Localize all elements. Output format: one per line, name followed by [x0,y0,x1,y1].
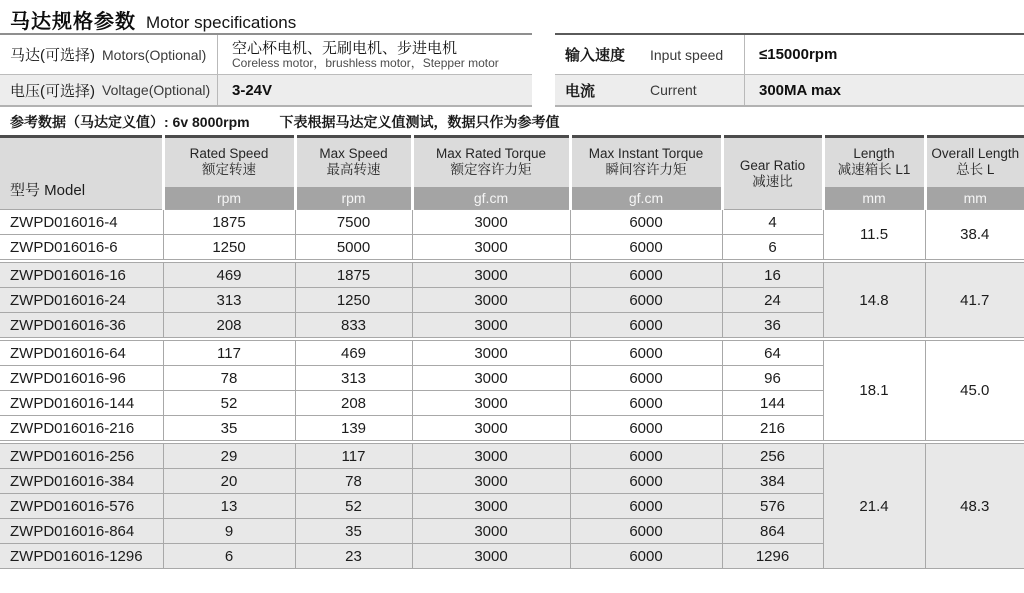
max-speed-cell: 5000 [295,235,412,260]
voltage-value: 3-24V [232,81,273,99]
overall-length-cell: 38.4 [925,210,1024,260]
rated-speed-unit: rpm [163,187,295,210]
max-speed-cell: 52 [295,494,412,519]
max-speed-cell: 208 [295,391,412,416]
current-label-en: Current [650,82,697,98]
max-speed-cell: 1875 [295,263,412,288]
max-speed-cell: 7500 [295,210,412,235]
max-speed-header-zh: 最高转速 [326,162,381,178]
reference-note [10,112,560,132]
input-speed-label [555,35,745,74]
max-rated-torque-cell: 3000 [412,341,570,366]
gear-ratio-cell: 144 [722,391,823,416]
max-rated-torque-cell: 3000 [412,235,570,260]
current-row [555,74,1024,105]
gear-ratio-cell: 1296 [722,544,823,569]
model-cell: ZWPD016016-576 [0,494,163,519]
rated-speed-cell: 208 [163,313,295,338]
model-cell: ZWPD016016-24 [0,288,163,313]
max-rated-torque-cell: 3000 [412,469,570,494]
rated-speed-cell: 9 [163,519,295,544]
gear-ratio-cell: 24 [722,288,823,313]
rated-speed-cell: 6 [163,544,295,569]
max-instant-torque-unit: gf.cm [570,187,722,210]
page-title [10,5,296,34]
max-instant-torque-cell: 6000 [570,341,722,366]
input-speed-value-cell [745,35,837,74]
model-cell: ZWPD016016-384 [0,469,163,494]
max-instant-torque-cell: 6000 [570,391,722,416]
rated-speed-header-en: Rated Speed [189,146,269,162]
motors-optional-row [0,35,532,74]
max-rated-torque-cell: 3000 [412,391,570,416]
gear-ratio-header-zh: 减速比 [752,173,793,189]
max-instant-torque-cell: 6000 [570,263,722,288]
length-cell: 18.1 [823,341,925,441]
max-rated-torque-header [412,137,570,187]
model-cell: ZWPD016016-144 [0,391,163,416]
rated-speed-header [163,137,295,187]
reference-note-condition: 参考数据（马达定义值）: 6v 8000rpm [10,114,250,130]
model-cell: ZWPD016016-216 [0,416,163,441]
motors-optional-label [0,35,218,74]
gear-ratio-header-en: Gear Ratio [739,157,806,173]
page-title-zh: 马达规格参数 [10,11,136,33]
overall-length-header [925,137,1024,187]
table-row [0,341,1024,366]
gear-ratio-cell: 256 [722,444,823,469]
max-speed-header-en: Max Speed [319,146,388,162]
voltage-optional-label-zh: 电压(可选择) [10,82,95,100]
rated-speed-cell: 20 [163,469,295,494]
current-value: 300MA max [759,81,841,99]
max-speed-cell: 78 [295,469,412,494]
rated-speed-cell: 78 [163,366,295,391]
max-speed-cell: 117 [295,444,412,469]
max-rated-torque-header-zh: 额定容许力矩 [450,162,532,178]
rated-speed-header-zh: 额定转速 [202,162,256,178]
voltage-optional-label-en: Voltage(Optional) [102,82,211,98]
overall-length-header-en: Overall Length [931,146,1020,162]
rated-speed-cell: 469 [163,263,295,288]
length-unit: mm [823,187,925,210]
max-rated-torque-cell: 3000 [412,444,570,469]
table-row [0,210,1024,235]
gear-ratio-header [722,137,823,210]
gear-ratio-cell: 216 [722,416,823,441]
voltage-optional-row [0,74,532,105]
input-speed-label-zh: 输入速度 [565,47,626,64]
model-cell: ZWPD016016-6 [0,235,163,260]
max-rated-torque-cell: 3000 [412,494,570,519]
max-rated-torque-cell: 3000 [412,544,570,569]
model-cell: ZWPD016016-64 [0,341,163,366]
max-instant-torque-header [570,137,722,187]
max-rated-torque-cell: 3000 [412,313,570,338]
overall-length-cell: 48.3 [925,444,1024,569]
max-rated-torque-cell: 3000 [412,366,570,391]
max-instant-torque-cell: 6000 [570,544,722,569]
max-speed-unit: rpm [295,187,412,210]
max-rated-torque-cell: 3000 [412,519,570,544]
input-speed-label-en: Input speed [650,46,724,63]
rated-speed-cell: 1250 [163,235,295,260]
page-title-en: Motor specifications [146,13,297,32]
spec-table [0,135,1024,569]
voltage-optional-label [0,75,218,105]
table-row [0,263,1024,288]
gear-ratio-cell: 384 [722,469,823,494]
spec-table-header [0,137,1024,210]
max-speed-cell: 23 [295,544,412,569]
length-cell: 14.8 [823,263,925,338]
max-instant-torque-cell: 6000 [570,288,722,313]
rated-speed-cell: 313 [163,288,295,313]
gear-ratio-cell: 6 [722,235,823,260]
length-header [823,137,925,187]
max-rated-torque-header-en: Max Rated Torque [435,146,547,162]
max-instant-torque-header-en: Max Instant Torque [588,146,704,162]
length-cell: 21.4 [823,444,925,569]
max-instant-torque-cell: 6000 [570,366,722,391]
model-cell: ZWPD016016-256 [0,444,163,469]
max-instant-torque-cell: 6000 [570,416,722,441]
max-instant-torque-cell: 6000 [570,469,722,494]
model-cell: ZWPD016016-864 [0,519,163,544]
model-cell: ZWPD016016-36 [0,313,163,338]
max-speed-cell: 833 [295,313,412,338]
motors-optional-label-en: Motors(Optional) [102,46,207,63]
model-cell: ZWPD016016-4 [0,210,163,235]
model-cell: ZWPD016016-1296 [0,544,163,569]
motor-options-table [0,33,532,107]
speed-current-table [555,33,1024,107]
length-cell: 11.5 [823,210,925,260]
header-label-row [0,137,1024,187]
max-instant-torque-header-zh: 瞬间容许力矩 [605,162,687,178]
model-column-header: 型号 Model [0,137,163,210]
overall-length-cell: 41.7 [925,263,1024,338]
max-instant-torque-cell: 6000 [570,210,722,235]
gear-ratio-cell: 4 [722,210,823,235]
max-instant-torque-cell: 6000 [570,494,722,519]
max-rated-torque-unit: gf.cm [412,187,570,210]
rated-speed-cell: 29 [163,444,295,469]
max-speed-cell: 469 [295,341,412,366]
max-speed-header [295,137,412,187]
length-header-zh: 减速箱长 L1 [837,162,911,178]
current-value-cell [745,75,841,105]
max-speed-cell: 35 [295,519,412,544]
max-instant-torque-cell: 6000 [570,313,722,338]
rated-speed-cell: 1875 [163,210,295,235]
max-instant-torque-cell: 6000 [570,519,722,544]
gear-ratio-cell: 576 [722,494,823,519]
gear-ratio-cell: 16 [722,263,823,288]
input-speed-value: ≤15000rpm [759,46,838,63]
gear-ratio-cell: 864 [722,519,823,544]
rated-speed-cell: 35 [163,416,295,441]
motors-optional-value-en: Coreless motor，brushless motor，Stepper motor [232,55,499,70]
model-cell: ZWPD016016-96 [0,366,163,391]
spec-table-body [0,210,1024,569]
rated-speed-cell: 52 [163,391,295,416]
max-rated-torque-cell: 3000 [412,288,570,313]
voltage-optional-value [218,75,272,105]
motors-optional-value [218,35,499,74]
gear-ratio-cell: 96 [722,366,823,391]
length-header-en: Length [853,146,895,162]
current-label [555,75,745,105]
max-rated-torque-cell: 3000 [412,416,570,441]
max-speed-cell: 313 [295,366,412,391]
overall-length-unit: mm [925,187,1024,210]
rated-speed-cell: 117 [163,341,295,366]
current-label-zh: 电流 [565,82,596,100]
rated-speed-cell: 13 [163,494,295,519]
motors-optional-value-zh: 空心杯电机、无刷电机、步进电机 [232,39,458,57]
reference-note-disclaimer: 下表根据马达定义值测试，数据只作为参考值 [279,114,560,130]
motors-optional-label-zh: 马达(可选择) [10,47,95,64]
table-row [0,444,1024,469]
max-speed-cell: 1250 [295,288,412,313]
overall-length-header-zh: 总长 L [956,162,995,178]
max-speed-cell: 139 [295,416,412,441]
input-speed-row [555,35,1024,74]
max-rated-torque-cell: 3000 [412,210,570,235]
max-rated-torque-cell: 3000 [412,263,570,288]
max-instant-torque-cell: 6000 [570,235,722,260]
max-instant-torque-cell: 6000 [570,444,722,469]
gear-ratio-cell: 36 [722,313,823,338]
overall-length-cell: 45.0 [925,341,1024,441]
model-cell: ZWPD016016-16 [0,263,163,288]
gear-ratio-cell: 64 [722,341,823,366]
